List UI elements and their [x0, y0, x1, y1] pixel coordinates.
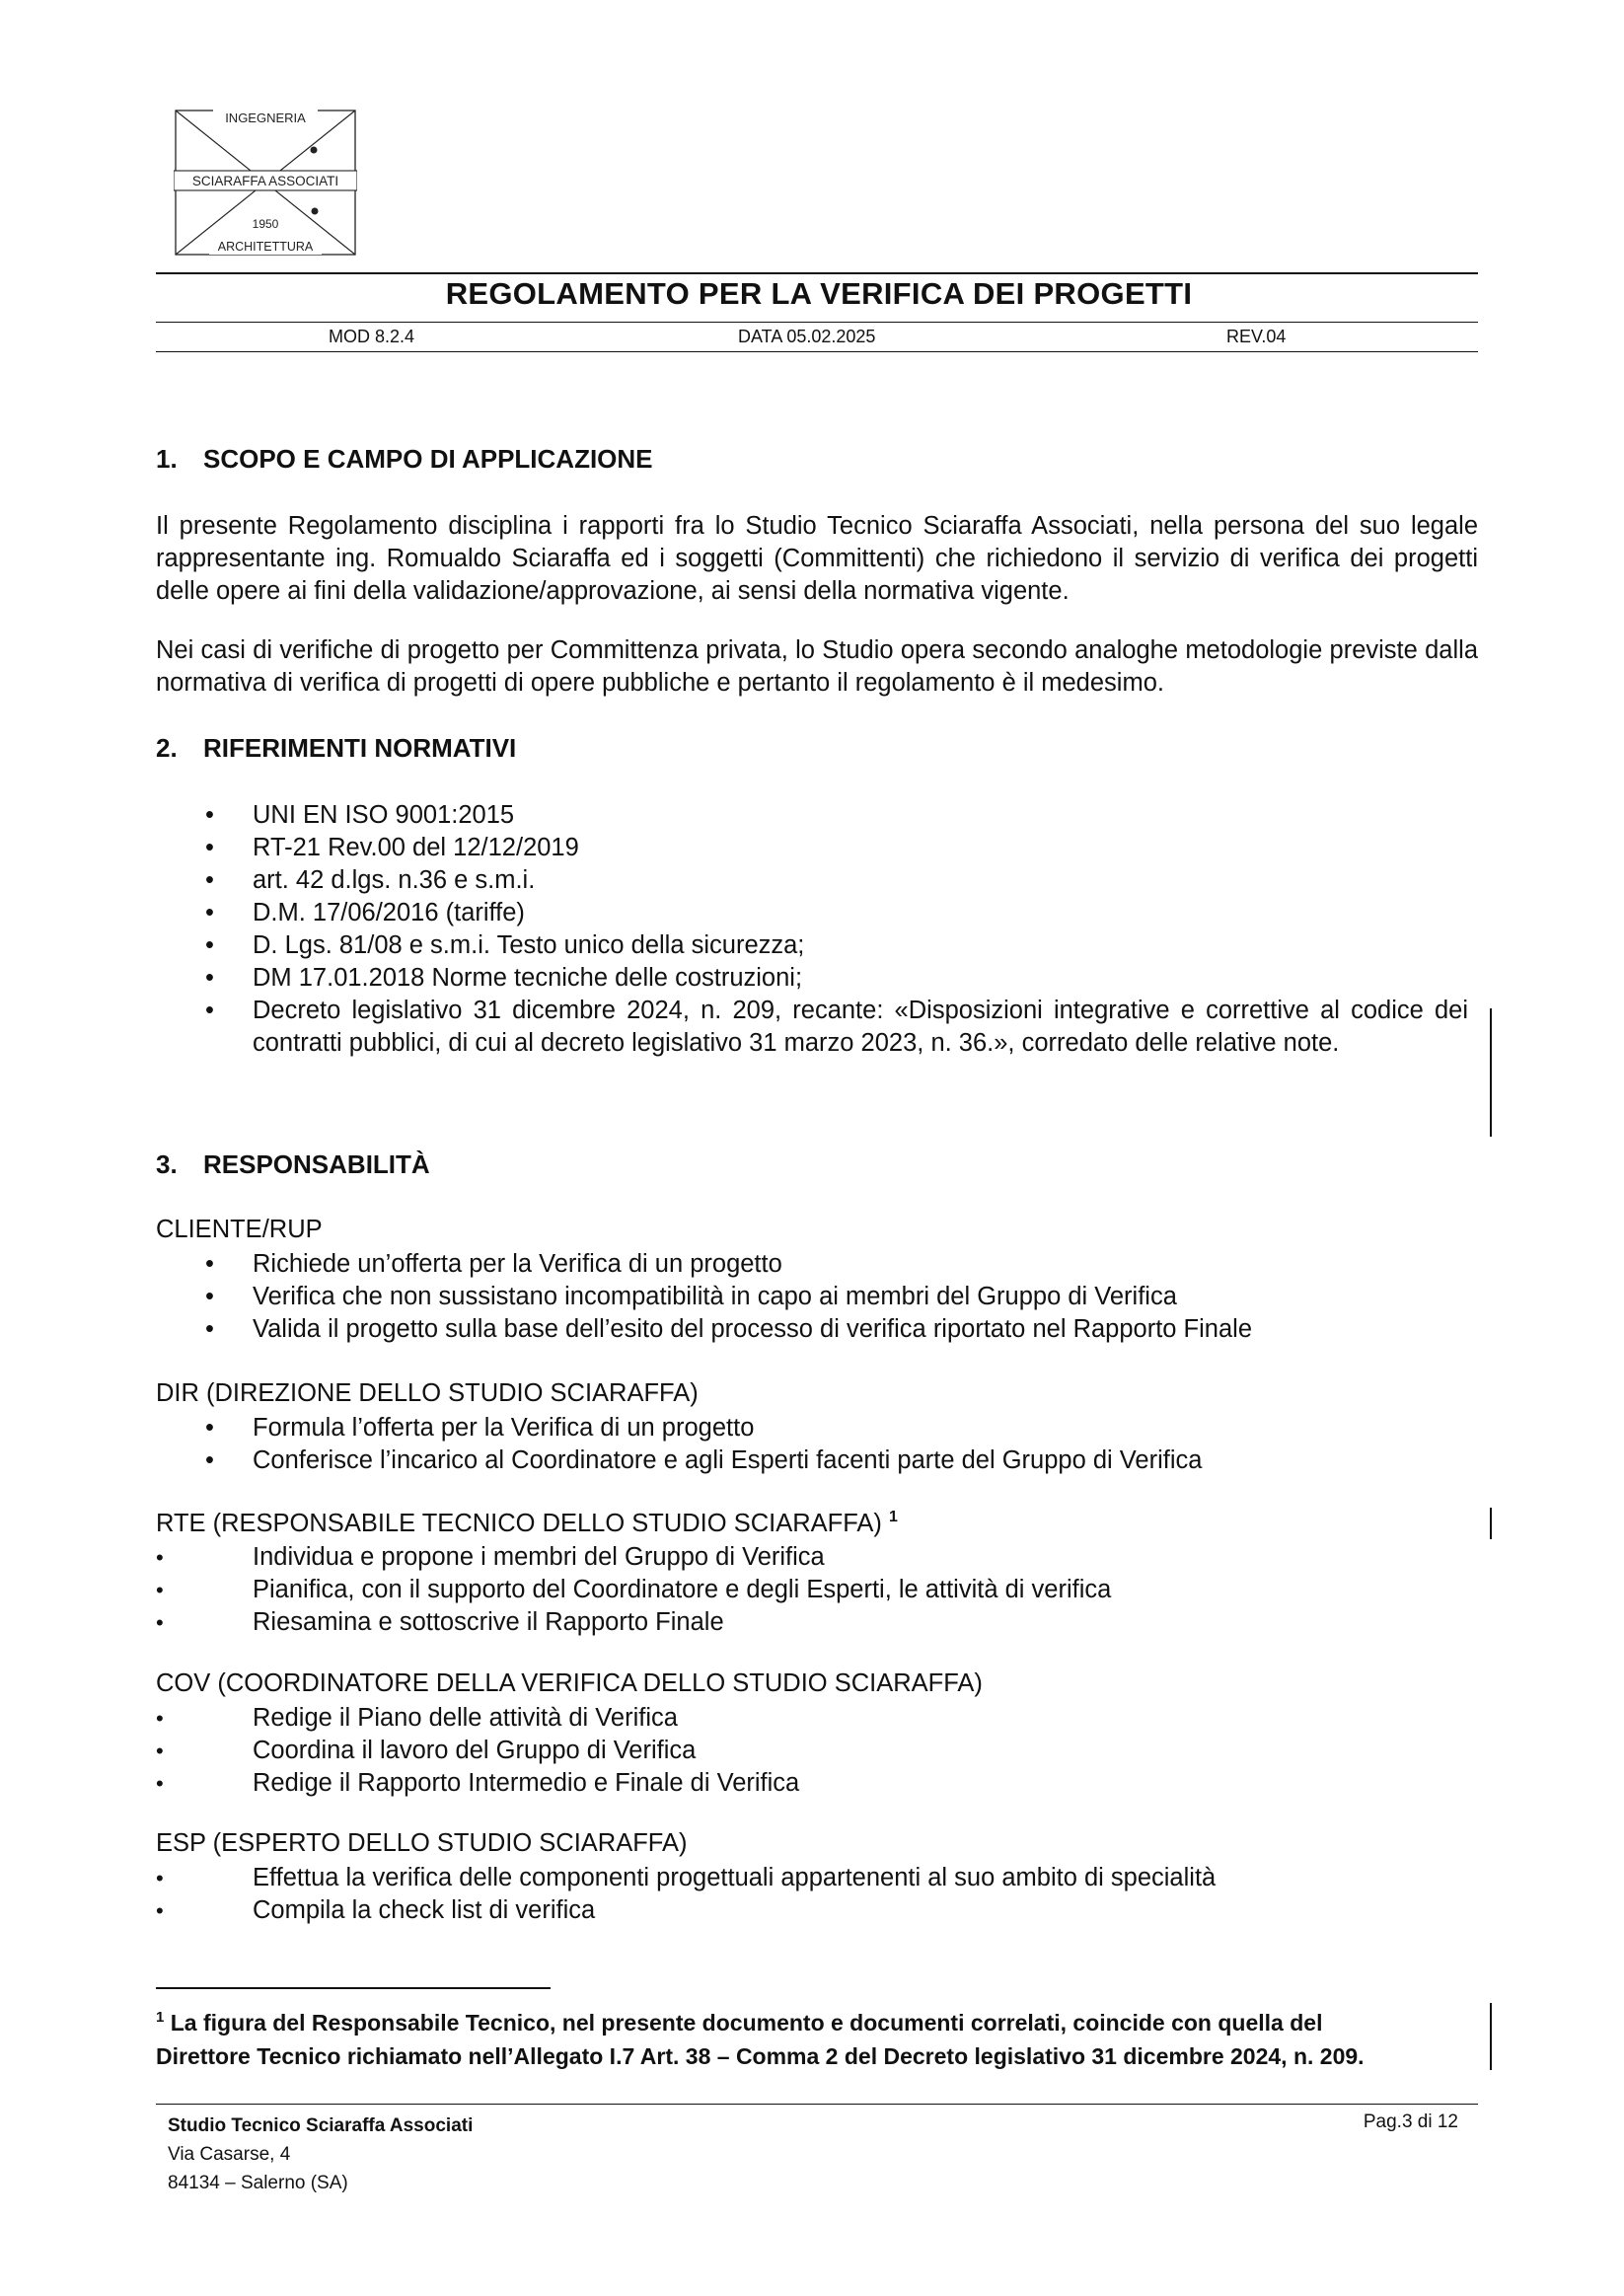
- list-item: [156, 1894, 1468, 1927]
- list-item: [156, 1574, 1468, 1606]
- group-label-cliente: CLIENTE/RUP: [156, 1216, 323, 1243]
- logo-mark: [174, 109, 357, 257]
- bullet-icon: •: [156, 1866, 164, 1890]
- list-item: [156, 832, 1468, 864]
- list-item-text: D.M. 17/06/2016 (tariffe): [253, 899, 525, 926]
- list-item: [156, 1862, 1468, 1894]
- bullet-icon: •: [205, 801, 214, 829]
- list-item-text: Conferisce l’incarico al Coordinatore e agli Esperti facenti parte del Gruppo di Verifica: [253, 1446, 1203, 1474]
- references-list: [156, 799, 1468, 1060]
- header-mod: MOD 8.2.4: [329, 327, 415, 346]
- list-item-text: Formula l’offerta per la Verifica di un progetto: [253, 1414, 755, 1442]
- footnote-line-1: [156, 2001, 1478, 2039]
- list-item-text: UNI EN ISO 9001:2015: [253, 801, 515, 829]
- footnote-separator: [156, 1987, 551, 1989]
- page-number: Pag.3 di 12: [1363, 2111, 1458, 2132]
- footnote: [156, 2001, 1478, 2073]
- header-date: DATA 05.02.2025: [738, 327, 876, 346]
- section-3-heading: [156, 1149, 430, 1180]
- bullet-icon: •: [205, 1446, 214, 1474]
- revision-change-bar: [1490, 1508, 1492, 1539]
- bullet-icon: •: [156, 1771, 164, 1796]
- bullet-icon: •: [205, 1315, 214, 1343]
- group-label-cov: COV (COORDINATORE DELLA VERIFICA DELLO STUDIO SCIARAFFA): [156, 1669, 983, 1697]
- logo-top-text: INGEGNERIA: [225, 111, 306, 125]
- bullet-icon: •: [205, 1250, 214, 1278]
- footnote-number: 1: [156, 2009, 165, 2026]
- footer-rule: [156, 2104, 1478, 2105]
- paragraph-text: Nei casi di verifiche di progetto per Committenza privata, lo Studio opera secondo analoghe metodologie previste dalla normativa di verifica di progetti di opere pubbliche e pertanto il regolamento è il medesimo.: [156, 636, 1478, 697]
- paragraph-text: Il presente Regolamento disciplina i rapporti fra lo Studio Tecnico Sciaraffa Associati, nella persona del suo legale rappresentante ing. Romualdo Sciaraffa ed i soggetti (Committenti) che richiedono il servizio di verifica dei progetti delle opere ai fini della validazione/approvazione, ai sensi della normativa vigente.: [156, 512, 1478, 605]
- bullet-icon: •: [205, 1283, 214, 1310]
- bullet-icon: •: [205, 1414, 214, 1442]
- footer-firm-name: Studio Tecnico Sciaraffa Associati: [168, 2115, 474, 2136]
- list-item: [156, 1541, 1468, 1574]
- bullet-icon: •: [205, 834, 214, 861]
- header-rule-bottom: [156, 351, 1478, 352]
- bullet-icon: •: [156, 1545, 164, 1570]
- bullet-icon: •: [156, 1739, 164, 1763]
- section-3-number: 3.: [156, 1149, 178, 1179]
- header-rule-middle: [156, 322, 1478, 323]
- list-item: [156, 1702, 1468, 1735]
- bullet-icon: •: [205, 997, 214, 1024]
- list-item: [156, 799, 1468, 832]
- section-3-title: RESPONSABILITÀ: [203, 1149, 430, 1179]
- logo-bottom-text: ARCHITETTURA: [217, 240, 314, 254]
- section-2-number: 2.: [156, 733, 178, 763]
- list-item-text: Effettua la verifica delle componenti progettuali appartenenti al suo ambito di specialità: [253, 1864, 1217, 1891]
- document-title: REGOLAMENTO PER LA VERIFICA DEI PROGETTI: [445, 276, 1193, 311]
- bullet-icon: •: [205, 931, 214, 959]
- list-item-text: Redige il Piano delle attività di Verifica: [253, 1704, 678, 1732]
- bullet-icon: •: [205, 964, 214, 992]
- list-item-text: D. Lgs. 81/08 e s.m.i. Testo unico della sicurezza;: [253, 931, 805, 959]
- list-item: [156, 995, 1468, 1060]
- section-1-number: 1.: [156, 444, 178, 474]
- list-item-text: RT-21 Rev.00 del 12/12/2019: [253, 834, 579, 861]
- footnote-line-2: Direttore Tecnico richiamato nell’Allegato I.7 Art. 38 – Comma 2 del Decreto legislativo 31 dicembre 2024, n. 209.: [156, 2043, 1365, 2069]
- list-item-text: DM 17.01.2018 Norme tecniche delle costruzioni;: [253, 964, 803, 992]
- section-2-heading: [156, 733, 516, 764]
- group-list-esp: [156, 1862, 1468, 1927]
- list-item: [156, 864, 1468, 897]
- bullet-icon: •: [156, 1898, 164, 1923]
- section-1-paragraph-1: [156, 510, 1478, 608]
- bullet-icon: •: [156, 1578, 164, 1602]
- list-item: [156, 1606, 1468, 1639]
- footer-address-street: Via Casarse, 4: [168, 2144, 291, 2165]
- list-item-text: Coordina il lavoro del Gruppo di Verifica: [253, 1737, 697, 1764]
- list-item: [156, 962, 1468, 995]
- list-item: [156, 1412, 1468, 1444]
- list-item-text: Redige il Rapporto Intermedio e Finale di Verifica: [253, 1769, 800, 1797]
- bullet-icon: •: [205, 899, 214, 926]
- logo-year: 1950: [252, 217, 279, 231]
- list-item-text: Riesamina e sottoscrive il Rapporto Finale: [253, 1608, 724, 1636]
- group-list-cliente: [156, 1248, 1468, 1346]
- group-label-rte: [156, 1509, 898, 1538]
- list-item: [156, 1313, 1468, 1346]
- list-item: [156, 1767, 1468, 1800]
- section-1-paragraph-2: [156, 634, 1478, 700]
- studio-logo: [174, 109, 357, 257]
- list-item: [156, 1444, 1468, 1477]
- footnote-text: La figura del Responsabile Tecnico, nel presente documento e documenti correlati, coincide con quella del: [170, 2010, 1323, 2036]
- footer-address-city: 84134 – Salerno (SA): [168, 2173, 348, 2193]
- list-item-text: art. 42 d.lgs. n.36 e s.m.i.: [253, 866, 536, 894]
- list-item: [156, 1735, 1468, 1767]
- header-rule-top: [363, 272, 1478, 274]
- page-footer: [168, 2111, 473, 2197]
- group-list-cov: [156, 1702, 1468, 1800]
- section-1-heading: [156, 444, 653, 475]
- group-label-text: RTE (RESPONSABILE TECNICO DELLO STUDIO SCIARAFFA): [156, 1510, 882, 1537]
- list-item: [156, 929, 1468, 962]
- list-item-text: Individua e propone i membri del Gruppo di Verifica: [253, 1543, 825, 1571]
- bullet-icon: •: [205, 866, 214, 894]
- list-item-text: Richiede un’offerta per la Verifica di un progetto: [253, 1250, 782, 1278]
- group-label-dir: DIR (DIREZIONE DELLO STUDIO SCIARAFFA): [156, 1379, 699, 1407]
- list-item: [156, 897, 1468, 929]
- bullet-icon: •: [156, 1610, 164, 1635]
- section-1-title: SCOPO E CAMPO DI APPLICAZIONE: [203, 444, 653, 474]
- header-rev: REV.04: [1226, 327, 1287, 346]
- footnote-reference[interactable]: 1: [888, 1509, 898, 1525]
- list-item-text: Verifica che non sussistano incompatibilità in capo ai membri del Gruppo di Verifica: [253, 1283, 1177, 1310]
- revision-change-bar: [1490, 1008, 1492, 1137]
- revision-change-bar: [1490, 2003, 1492, 2070]
- logo-middle-text: SCIARAFFA ASSOCIATI: [191, 174, 339, 188]
- group-list-rte: [156, 1541, 1468, 1639]
- list-item-text: Valida il progetto sulla base dell’esito del processo di verifica riportato nel Rapporto Finale: [253, 1315, 1253, 1343]
- section-2-title: RIFERIMENTI NORMATIVI: [203, 733, 517, 763]
- list-item: [156, 1248, 1468, 1281]
- group-label-esp: ESP (ESPERTO DELLO STUDIO SCIARAFFA): [156, 1829, 688, 1857]
- list-item: [156, 1281, 1468, 1313]
- list-item-text: Decreto legislativo 31 dicembre 2024, n. 209, recante: «Disposizioni integrative e correttive al codice dei contratti pubblici, di cui al decreto legislativo 31 marzo 2023, n. 36.», corredato delle relative note.: [253, 997, 1468, 1057]
- list-item-text: Pianifica, con il supporto del Coordinatore e degli Esperti, le attività di verifica: [253, 1576, 1112, 1603]
- list-item-text: Compila la check list di verifica: [253, 1896, 596, 1924]
- group-list-dir: [156, 1412, 1468, 1477]
- bullet-icon: •: [156, 1706, 164, 1731]
